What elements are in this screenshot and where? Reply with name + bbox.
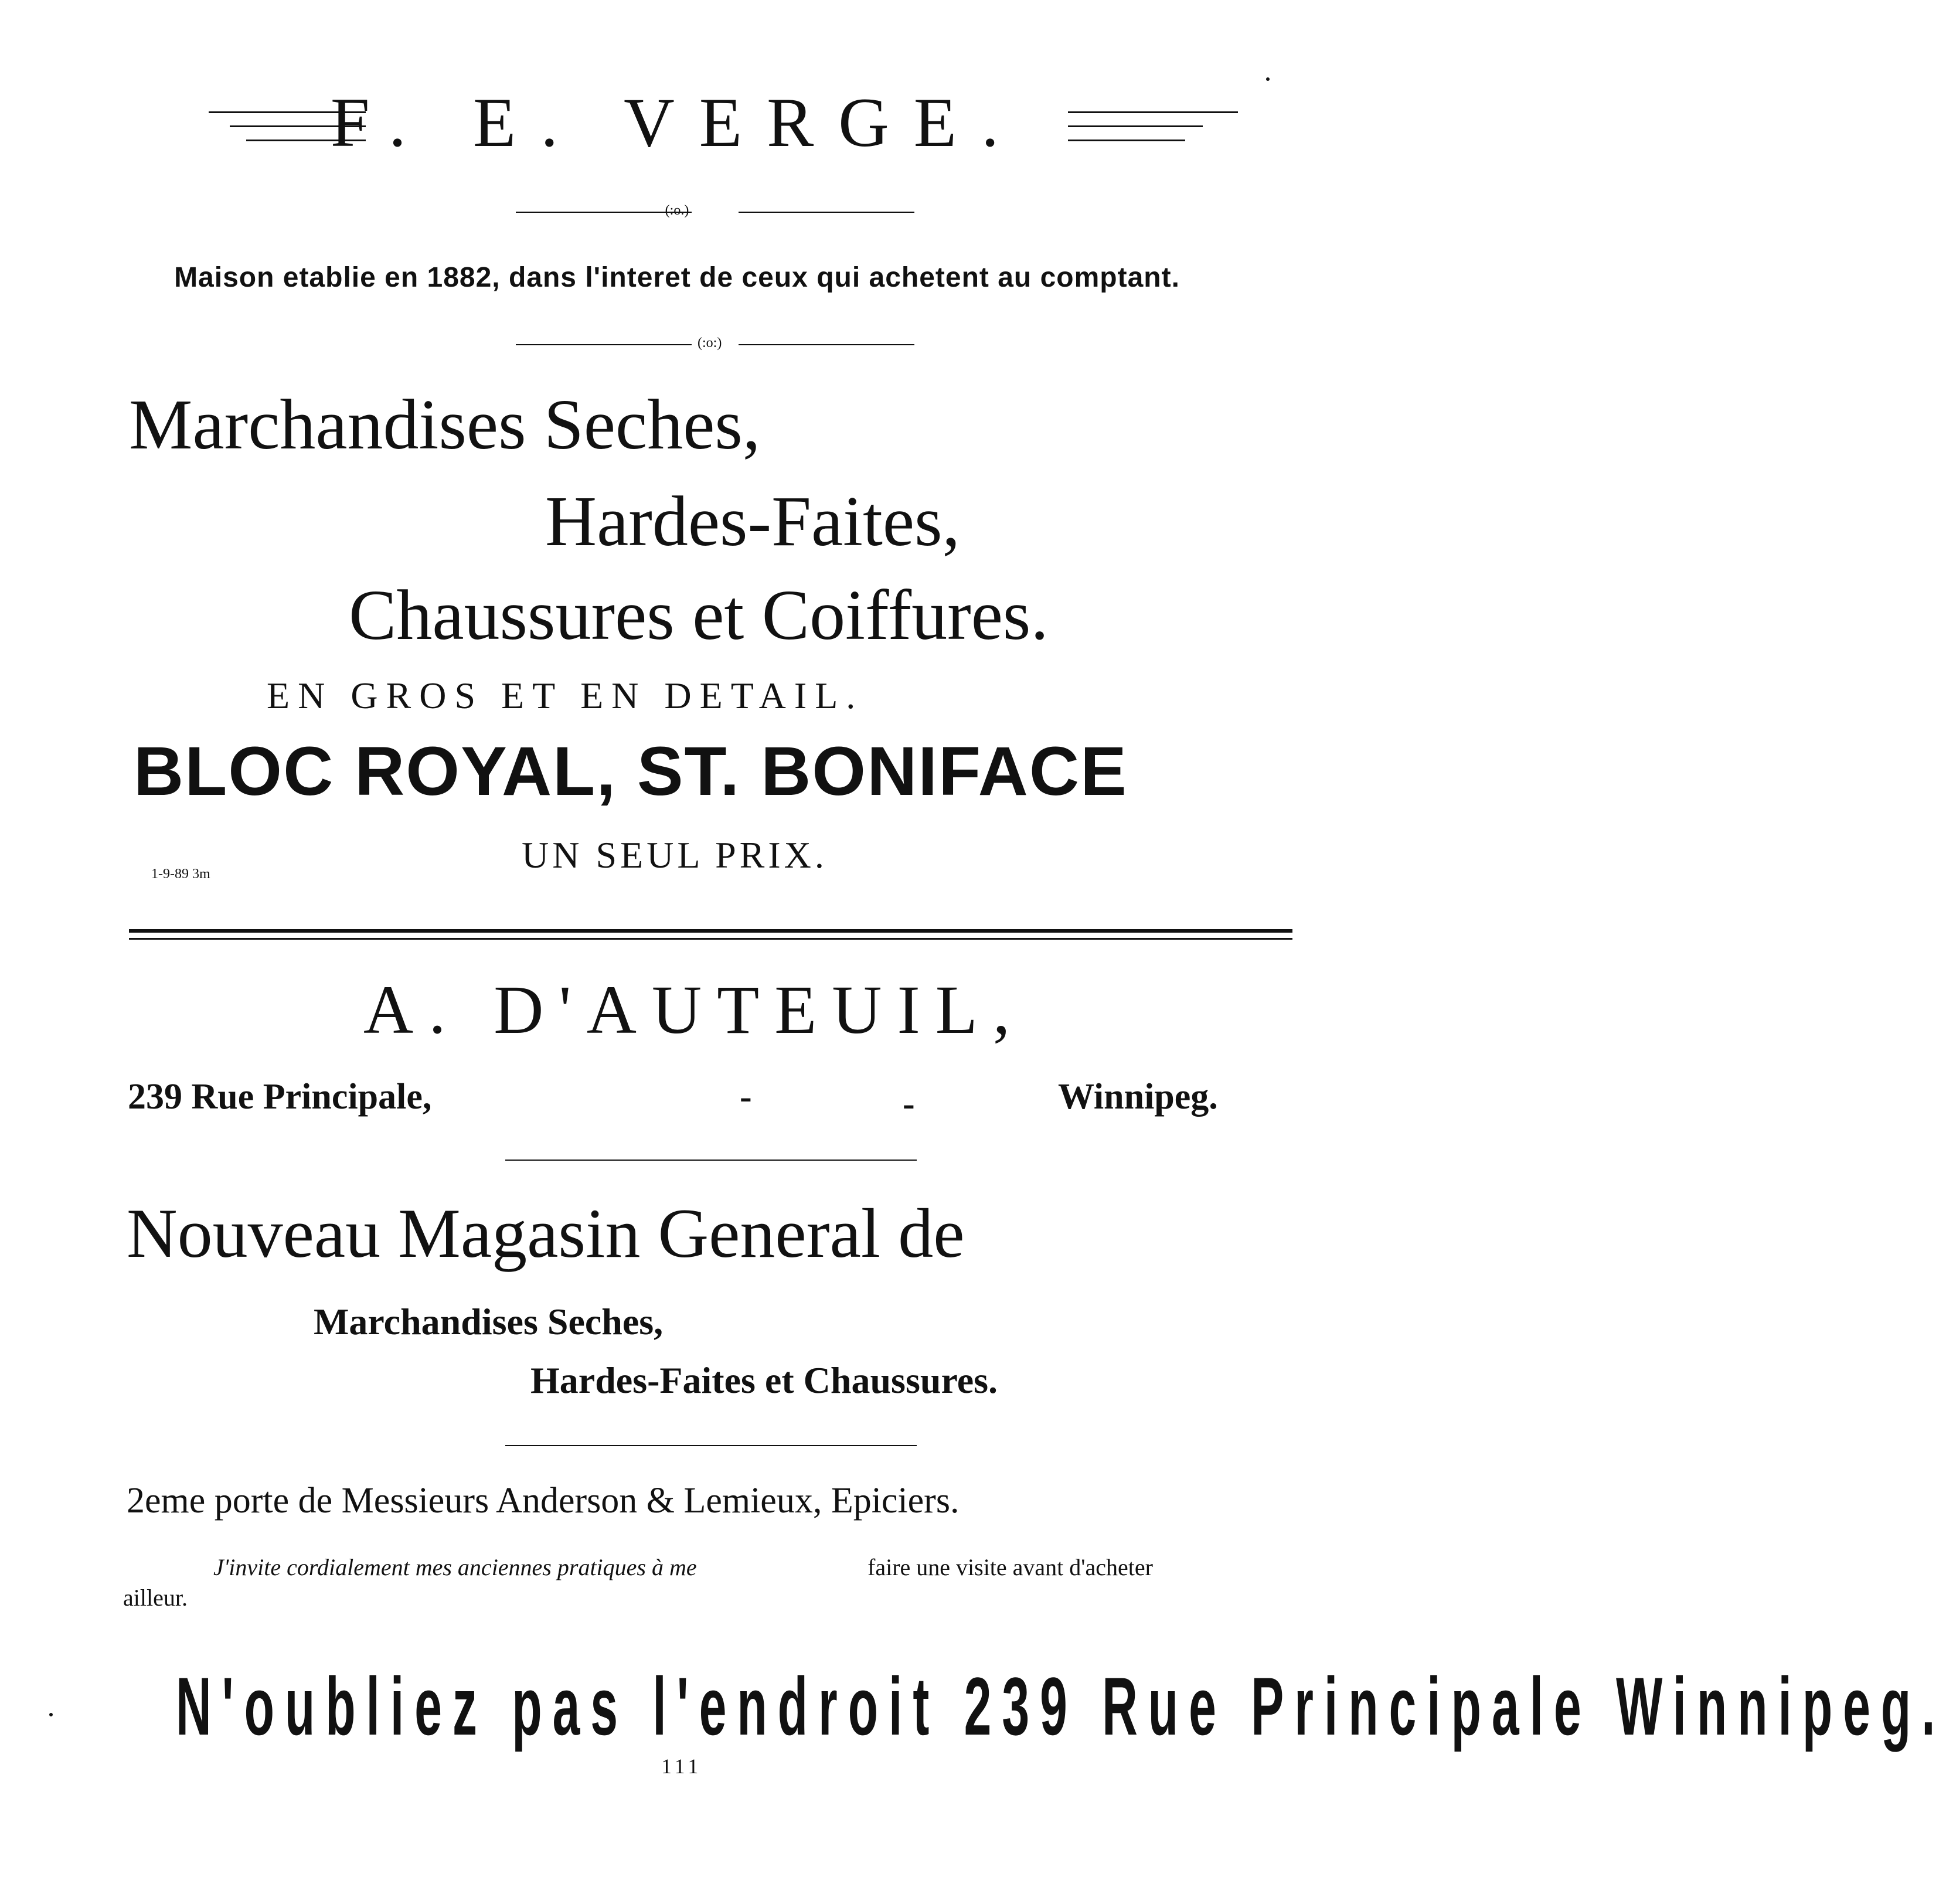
ornament-rule-left-2: [516, 344, 692, 345]
verge-line-marchandises: Marchandises Seches,: [129, 385, 761, 464]
verge-seul-prix: UN SEUL PRIX.: [522, 834, 828, 876]
address-dash-a: -: [740, 1077, 752, 1117]
auteuil-line-marchandises: Marchandises Seches,: [314, 1301, 664, 1342]
auteuil-invite-part-a: J'invite cordialement mes anciennes pratiques à me: [213, 1554, 697, 1580]
auteuil-rule-2: [505, 1445, 917, 1446]
auteuil-reminder: N'oubliez pas l'endroit 239 Rue Principale Winnipeg.: [176, 1660, 1946, 1752]
ornament-rule-right-2: [739, 344, 914, 345]
auteuil-line-hardes: Hardes-Faites et Chaussures.: [530, 1359, 998, 1401]
print-speck-top-right: [1266, 77, 1270, 81]
section-divider-bottom: [129, 938, 1292, 940]
auteuil-name: A. D'AUTEUIL,: [363, 971, 1026, 1048]
verge-bloc-royal: BLOC ROYAL, ST. BONIFACE: [134, 733, 1128, 810]
page-number: 111: [661, 1755, 702, 1778]
section-divider-top: [129, 929, 1292, 933]
verge-tagline: Maison etablie en 1882, dans l'interet de ceux qui achetent au comptant.: [174, 262, 1180, 293]
ornament-top: (:o.): [665, 203, 689, 218]
verge-gros-detail: EN GROS ET EN DETAIL.: [267, 675, 864, 716]
ornament-rule-right-1: [739, 212, 914, 213]
publication-code: 1-9-89 3m: [151, 866, 210, 882]
print-speck-left: [49, 1713, 53, 1716]
verge-line-hardes: Hardes-Faites,: [545, 482, 961, 561]
verge-name: F. E. VERGE.: [330, 83, 1024, 161]
auteuil-address: 239 Rue Principale,: [128, 1077, 432, 1117]
auteuil-invite-part-b: faire une visite avant d'acheter: [867, 1554, 1153, 1580]
ornament-bottom: (:o:): [698, 335, 722, 351]
auteuil-invite-part-c: ailleur.: [123, 1585, 188, 1611]
auteuil-headline: Nouveau Magasin General de: [127, 1194, 965, 1272]
auteuil-porte: 2eme porte de Messieurs Anderson & Lemieux, Epiciers.: [127, 1481, 960, 1521]
auteuil-city: Winnipeg.: [1058, 1077, 1218, 1117]
address-dash-b: -: [903, 1084, 915, 1124]
auteuil-rule-1: [505, 1160, 917, 1161]
verge-line-chaussures: Chaussures et Coiffures.: [349, 576, 1049, 655]
